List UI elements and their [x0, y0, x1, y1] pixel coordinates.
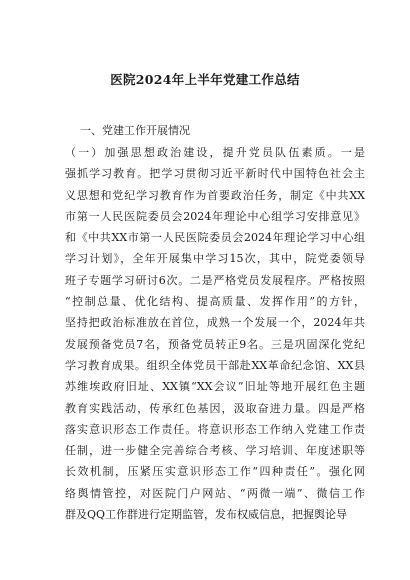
- body-text: [65, 142, 365, 525]
- body-line: 学习教育成果。组织全体党员干部赴XX革命纪念馆、XX县: [65, 358, 365, 372]
- body-line: 学习计划》，全年开展集中学习15次，其中，院党委领导: [65, 252, 365, 266]
- body-line: 落实意识形态工作责任。将意识形态工作纳入党建工作责: [65, 422, 365, 436]
- body-line: 发展预备党员7名，预备党员转正9名。三是巩固深化党纪: [65, 337, 365, 351]
- body-line: 班子专题学习研讨6次。二是严格党员发展程序。严格按照: [65, 273, 365, 287]
- body-line: 义思想和党纪学习教育作为首要政治任务，制定《中共XX: [65, 188, 365, 202]
- body-line: 苏维埃政府旧址、XX镇“XX会议”旧址等地开展红色主题: [65, 380, 365, 394]
- body-line: 任制，进一步健全完善综合考核、学习培训、年度述职等: [65, 444, 365, 458]
- body-line: 坚持把政治标准放在首位，成熟一个发展一个，2024年共: [65, 316, 365, 330]
- document-title: 医院2024年上半年党建工作总结: [110, 72, 300, 87]
- body-line: “控制总量、优化结构、提高质量、发挥作用”的方针，: [65, 295, 365, 309]
- body-line: 教育实践活动，传承红色基因，汲取奋进力量。四是严格: [65, 401, 365, 415]
- body-line: （一）加强思想政治建设，提升党员队伍素质。一是: [65, 146, 365, 159]
- body-line: 长效机制，压紧压实意识形态工作“四种责任”。强化网: [65, 465, 365, 479]
- body-line: 强抓学习教育。把学习贯彻习近平新时代中国特色社会主: [65, 167, 365, 181]
- body-line: 群及QQ工作群进行定期监管，发布权威信息，把握舆论导: [65, 508, 348, 522]
- body-line: 市第一人民医院委员会2024年理论中心组学习安排意见》: [65, 209, 365, 223]
- body-line: 络舆情管控，对医院门户网站、“两微一端”、微信工作: [65, 486, 365, 500]
- section-heading: 一、党建工作开展情况: [80, 124, 190, 137]
- body-line: 和《中共XX市第一人民医院委员会2024年理论学习中心组: [65, 231, 365, 245]
